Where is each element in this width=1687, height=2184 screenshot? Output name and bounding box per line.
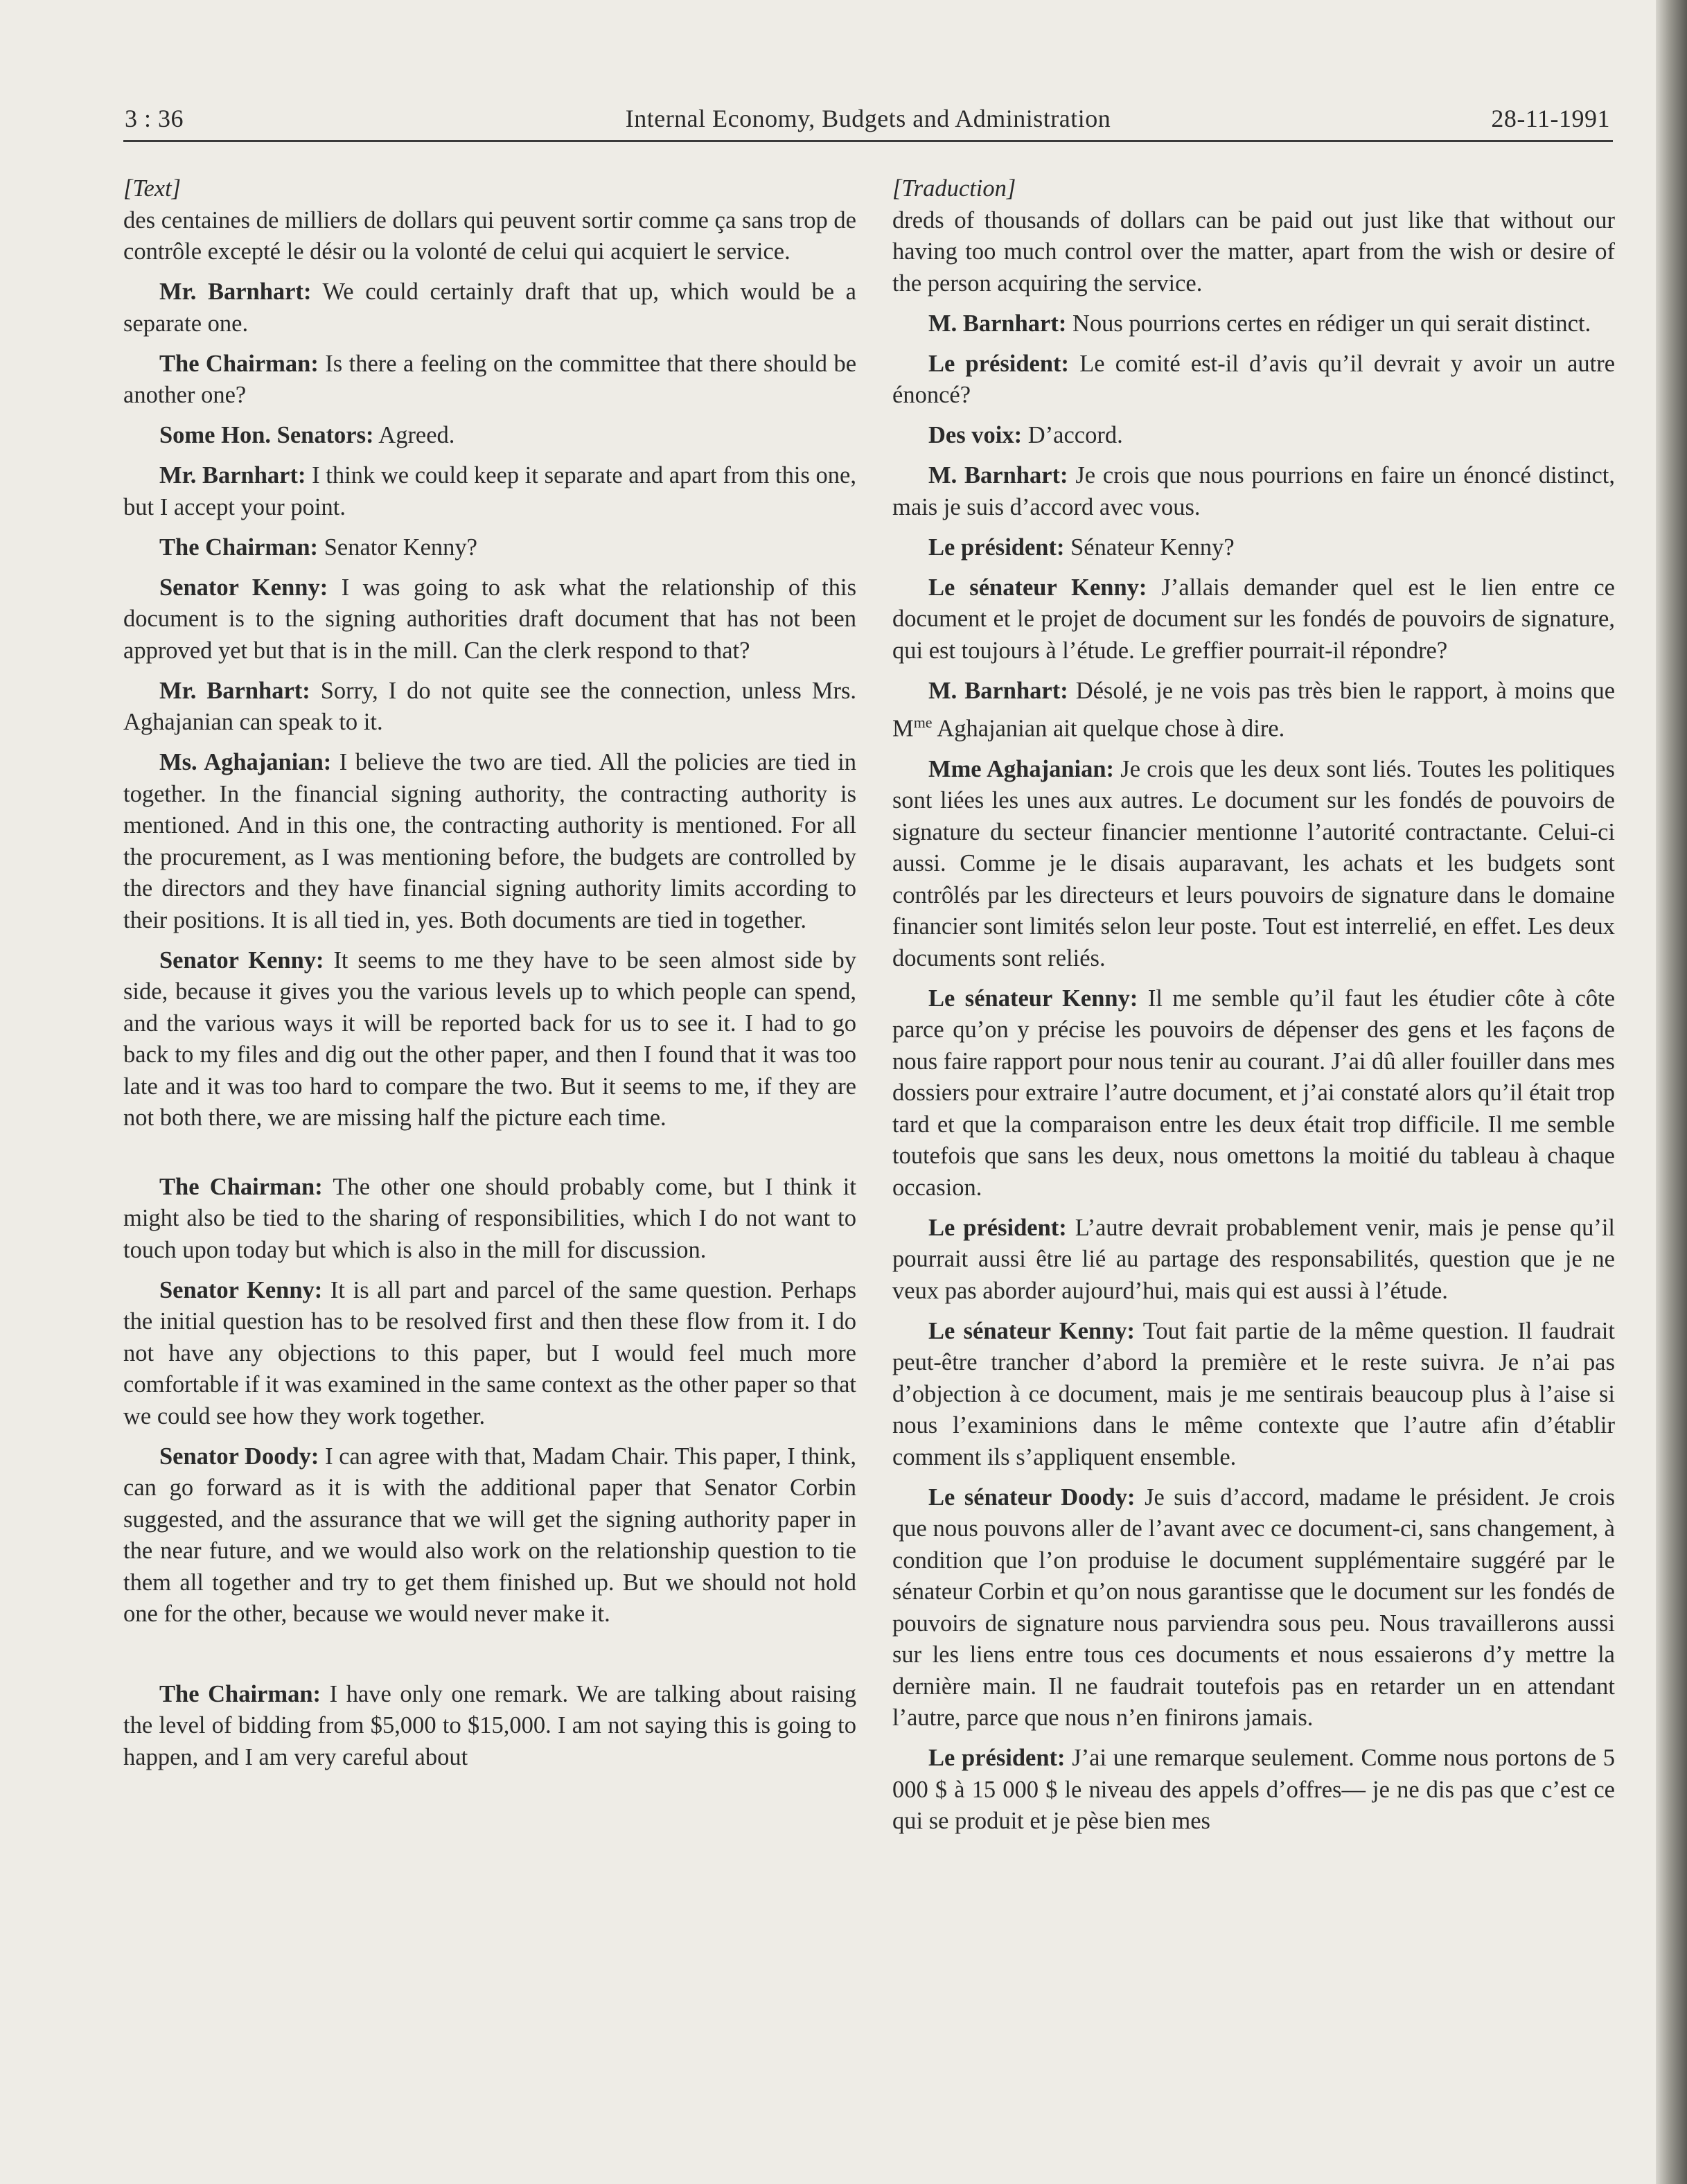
paragraph — [123, 276, 856, 340]
speaker: Mr. Barnhart: — [159, 677, 310, 704]
paragraph — [123, 420, 856, 452]
page-title: Internal Economy, Budgets and Administration — [625, 105, 1111, 132]
speech: We could certainly draft that up, which would be a separate one. — [123, 279, 856, 337]
speech: Je crois que nous pourrions en faire un énoncé distinct, mais je suis d’accord avec vous. — [892, 462, 1615, 520]
speaker: M. Barnhart: — [928, 310, 1067, 337]
speaker: Le président: — [928, 1745, 1066, 1771]
paragraph — [123, 1679, 856, 1774]
speaker: M. Barnhart: — [928, 677, 1068, 704]
speech: J’allais demander quel est le lien entre ce document et le projet de document sur les fondés de pouvoirs de signature, qui est toujours à l’étude. Le greffier pourrait-il répondre? — [892, 574, 1615, 664]
speech: The other one should probably come, but I think it might also be tied to the sharing of responsibilities, which I do not want to touch upon today but which is also in the mill for discussion. — [123, 1173, 856, 1263]
speech: Nous pourrions certes en rédiger un qui serait distinct. — [1072, 310, 1591, 337]
speaker: M. Barnhart: — [928, 462, 1068, 488]
paragraph — [123, 747, 856, 936]
speaker: Senator Kenny: — [159, 1276, 323, 1303]
paragraph — [892, 460, 1615, 523]
speech: I have only one remark. We are talking about raising the level of bidding from $5,000 to $15,000. I am not saying this is going to happen, and I am very careful about — [123, 1680, 856, 1770]
text-marker: [Text] — [123, 175, 182, 202]
page-number: 3 : 36 — [125, 105, 184, 132]
speaker: Des voix: — [928, 422, 1023, 448]
paragraph — [123, 349, 856, 412]
speech: Le comité est-il d’avis qu’il devrait y avoir un autre énoncé? — [892, 350, 1616, 408]
paragraph — [892, 1316, 1615, 1474]
speech: It seems to me they have to be seen almost side by side, because it gives you the various levels up to which people can spend, and the various ways it will be reported back for us to see it. I had to go back to my files and dig out the other paper, and then I found that it was too late and it was too hard to compare the two. But it seems to me, if they are not both there, we are missing half the picture each time. — [123, 946, 856, 1131]
speech: Je crois que les deux sont liés. Toutes les politiques sont liées les unes aux autres. Le document sur les fondés de pouvoirs de signature du secteur financier mentionne l’autorité contractante. Celui-ci aussi. Comme je le disais auparavant, les achats et les budgets sont contrôlés par les directeurs et leurs pouvoirs de signature dans le domaine financier sont limités selon leur poste. Tout est interrelié, en effet. Les deux documents sont reliés. — [892, 755, 1615, 971]
speech: I think we could keep it separate and apart from this one, but I accept your point. — [123, 462, 856, 520]
paragraph — [892, 1482, 1615, 1734]
speaker: Le président: — [928, 350, 1070, 377]
paragraph — [892, 1743, 1615, 1838]
paragraph — [123, 1172, 856, 1267]
speaker: Le sénateur Kenny: — [928, 1317, 1136, 1344]
page-edge-shadow — [1656, 0, 1687, 2184]
paragraph — [892, 572, 1615, 667]
paragraph — [892, 754, 1615, 975]
speaker: The Chairman: — [159, 1173, 323, 1200]
speech: Désolé, je ne vois pas très bien le rapport, à moins que M — [892, 677, 1616, 742]
speaker: Some Hon. Senators: — [159, 422, 374, 448]
paragraph — [892, 983, 1615, 1204]
right-column — [892, 173, 1615, 1846]
speaker: Mr. Barnhart: — [159, 462, 306, 488]
paragraph: des centaines de milliers de dollars qui peuvent sortir comme ça sans trop de contrôle excepté le désir ou la volonté de celui qui acquiert le service. — [123, 206, 856, 265]
speaker: Senator Doody: — [159, 1443, 319, 1470]
speech: L’autre devrait probablement venir, mais je pense qu’il pourrait aussi être lié au partage des responsabilités, question que je ne veux pas aborder aujourd’hui, mais qui est aussi à l’étude. — [892, 1214, 1616, 1304]
running-header — [123, 104, 1613, 142]
speaker: Senator Kenny: — [159, 574, 328, 601]
speech: Sénateur Kenny? — [1070, 534, 1235, 561]
speaker: Le président: — [928, 1214, 1067, 1241]
speaker: Le président: — [928, 534, 1065, 561]
paragraph — [892, 676, 1615, 746]
paragraph — [123, 532, 856, 564]
paragraph: dreds of thousands of dollars can be paid out just like that without our having too much control over the matter, apart from the wish or desire of the person acquiring the service. — [892, 206, 1615, 297]
paragraph — [892, 349, 1615, 412]
speaker: Mme Aghajanian: — [928, 755, 1115, 782]
paragraph — [892, 532, 1615, 564]
speech: Il me semble qu’il faut les étudier côte à côte parce qu’on y précise les pouvoirs de dépenser des gens et les façons de nous faire rapport pour nous tenir au courant. J’ai dû aller fouiller dans mes dossiers pour extraire l’autre document, et j’ai constaté alors qu’il était trop tard et que la comparaison entre les deux était trop difficile. Il me semble toutefois que sans les deux, nous omettons la moitié du tableau à chaque occasion. — [892, 985, 1616, 1201]
paragraph — [123, 1441, 856, 1630]
page-date: 28-11-1991 — [1491, 105, 1610, 132]
speech: Aghajanian ait quelque chose à dire. — [932, 715, 1285, 742]
speaker: The Chairman: — [159, 1680, 321, 1707]
speech: Agreed. — [378, 422, 455, 448]
speaker: The Chairman: — [159, 350, 319, 377]
paragraph — [123, 1275, 856, 1433]
speaker: The Chairman: — [159, 534, 319, 561]
paragraph — [123, 676, 856, 739]
speaker: Le sénateur Kenny: — [928, 985, 1138, 1012]
paragraph — [892, 420, 1615, 452]
speaker: Le sénateur Doody: — [928, 1483, 1136, 1511]
speech: I can agree with that, Madam Chair. This paper, I think, can go forward as it is with the additional paper that Senator Corbin suggested, and the assurance that we will get the signing authority paper in the near future, and we would also work on the relationship question to tie them all together and try to get them finished up. But we should not hold one for the other, because we would never make it. — [123, 1443, 856, 1627]
speech: Je suis d’accord, madame le président. Je crois que nous pouvons aller de l’avant avec ce document-ci, sans changement, à condition que l’on produise le document supplémentaire suggéré par le sénateur Corbin et qu’on nous garantisse que le document sur les fondés de pouvoirs de signature nous parviendra sous peu. Nous travaillerons aussi sur les liens entre tous ces documents et nous essaierons d’y mettre la dernière main. Il ne faudrait toutefois pas en retarder un en attendant l’autre, parce que nous n’en finirons jamais. — [892, 1483, 1615, 1731]
speech: I was going to ask what the relationship of this document is to the signing authorities draft document that has not been approved yet but that is in the mill. Can the clerk respond to that? — [123, 574, 856, 664]
speech: Is there a feeling on the committee that there should be another one? — [123, 350, 857, 408]
speech: D’accord. — [1027, 422, 1123, 448]
speech: Sorry, I do not quite see the connection, unless Mrs. Aghajanian can speak to it. — [123, 677, 857, 735]
speaker: Senator Kenny: — [159, 946, 324, 974]
paragraph — [123, 945, 856, 1134]
speaker: Le sénateur Kenny: — [928, 574, 1147, 601]
paragraph — [123, 572, 856, 667]
left-column — [123, 173, 856, 1782]
speaker: Mr. Barnhart: — [159, 279, 312, 305]
speech: It is all part and parcel of the same question. Perhaps the initial question has to be resolved first and then these flow from it. I do not have any objections to this paper, but I would feel much more comfortable if it was examined in the same context as the other paper so that we could see how they work together. — [123, 1276, 856, 1429]
paragraph — [892, 1213, 1615, 1307]
speaker: Ms. Aghajanian: — [159, 749, 332, 775]
paragraph — [123, 460, 856, 523]
translation-marker: [Traduction] — [892, 175, 1016, 202]
paragraph — [892, 308, 1615, 340]
speech: J’ai une remarque seulement. Comme nous portons de 5 000 $ à 15 000 $ le niveau des appels d’offres— je ne dis pas que c’est ce qui se produit et je pèse bien mes — [892, 1745, 1616, 1834]
speech: Tout fait partie de la même question. Il faudrait peut-être trancher d’abord la première et le reste suivra. Je n’ai pas d’objection à ce document, mais je me sentirais beaucoup plus à l’aise si nous l’examinions dans le même contexte que l’autre afin d’établir comment ils s’appliquent ensemble. — [892, 1317, 1615, 1470]
superscript: me — [913, 714, 933, 731]
speech: I believe the two are tied. All the policies are tied in together. In the financial signing authority, the contracting authority is mentioned. And in this one, the contracting authority is mentioned. For all the procurement, as I was mentioning before, the budgets are controlled by the directors and they have financial signing authority limits according to their positions. It is all tied in, yes. Both documents are tied in together. — [123, 749, 856, 933]
speech: Senator Kenny? — [324, 534, 477, 561]
